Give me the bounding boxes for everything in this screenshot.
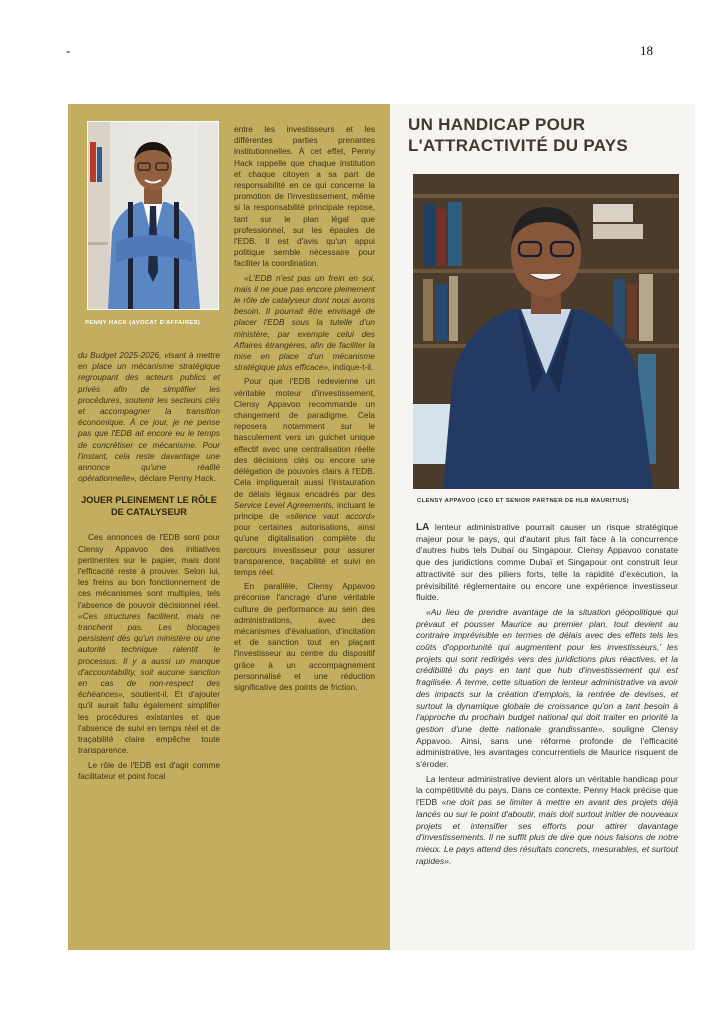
col2-p3: Pour que l'EDB redevienne un véritable moteur d'investissement, Clensy Appavoo recommande un changement de paradigme. Cela reposera notamment sur le basculement vers un guichet unique effectif avec une centralisation réelle des décisions clés ou encore une délégation de pouvoirs clairs à l'EDB. Cela impliquerait aussi l'instauration de délais légaux encadrés par des [234,376,375,499]
col3-p2-quote: «Au lieu de prendre avantage de la situation géopolitique qui prévaut et pousser Maurice au premier plan, tout devient au contraire imprévisible en termes de délais avec des effets tels les coûts d'opportunité qui augmentent pour les investisseurs,' les projets qui sont redirigés vers des juridictions plus réactives, et la crédibilité du pays en tant que hub d'investissement qui est fragilisée. À terme, cette situation de lenteur administrative va avoir des impacts sur la création d'emplois, la rentrée de devises, et surtout la dynamique globale de croissance qu'on a tant besoin à l'approche du prochain budget national qui doit traiter en priorité la gestion d'une dette nationale grandissante», [416,606,678,734]
lead-word: LA [416,522,430,533]
col1-p3: Le rôle de l'EDB est d'agir comme facilitateur et point focal [78,759,220,781]
col3-p1: lenteur administrative pourrait causer un risque stratégique majeur pour le pays, qui d'autant plus fait face à la concurrence d'autres hubs tels Dubaï ou Singapour. Clensy Appavoo constate que des juridictions comme Dubaï et Singapour ont construit leur attractivité sur des piliers forts, telle la rapidité d'exécution, la prévisibilité réglementaire ou encore une expérience investisseur fluide. [416,522,678,603]
col2-p1: entre les investisseurs et les différentes parties prenantes institutionnelles. À cet effet, Penny Hack rappelle que chaque institution et chaque citoyen a sa part de responsabilité en ce qui concerne la promotion de l'investissement, même si la responsabilité principale repose, tant sur le plan légal que professionnel, sur les épaules de l'EDB. Il est d'avis qu'un appui politique semble nécessaire pour faciliter la coordination. [234,124,375,269]
header-dash: - [66,43,71,58]
col1-p2-end: soutient-il. Et d'ajouter qu'il aurait fallu également simplifier les procédures existantes et que l'absence de suivi en temps réel et de traçabilité claire empêche toute transparence. [78,689,220,756]
col1-quote-p1: du Budget 2025-2026, visant à mettre en place un mécanisme stratégique regroupant des acteurs publics et privés afin de simplifier les procédures, soutenir les secteurs clés et accompagner la transition économique. À ce jour, je ne pense pas que l'EDB ait encore eu le temps de concrétiser ce mécanisme. Pour l'instant, cela reste davantage une annonce qu'une réalité opérationnelle», [78,350,220,484]
page-number: 18 [640,43,653,58]
col2-p3-mid: incluant le principe de [234,499,375,521]
magazine-scan [68,104,695,950]
col1-p1-end: déclare Penny Hack. [139,473,216,484]
article-title: UN HANDICAP POUR L'ATTRACTIVITÉ DU PAYS [408,115,629,155]
clensy-appavoo-photo [413,174,679,489]
col1-p2: Ces annonces de l'EDB sont pour Clensy Appavoo des initiatives pertinentes sur le papier, mais dont l'efficacité reste à prouver. Selon lui, les freins au bon fonctionnement de ces mécanismes sont multiples, tels l'absence de pouvoir décisionnel réel. [78,532,220,610]
photo2-caption: CLENSY APPAVOO (CEO ET SENIOR PARTNER DE HLB MAURITIUS) [417,498,630,504]
col2-p3-end: pour certaines autorisations, ainsi qu'une digitalisation complète du parcours investisseur pour assurer transparence, traçabilité et suivi en temps réel. [234,522,375,577]
gold-panel [68,104,390,950]
col3-p3-quote: «ne doit pas se limiter à mettre en avant des projets déjà lancés ou sur le point d'aboutir, mais doit surtout initier de nouveaux projets et intensifier ses efforts pour attirer davantage d'investissements. Il ne suffit plus de dire que nous faisons de notre mieux. Le pays attend des résultats concrets, mesurables, et surtout rapides». [416,797,678,866]
col2-p3-quote: «silence vaut accord» [285,510,375,521]
column-1 [78,350,220,785]
col3-p3: La lenteur administrative devient alors un véritable handicap pour la compétitivité du pays. Dans ce contexte, Penny Hack précise que l'EDB [416,773,678,808]
column-3 [416,522,678,870]
col2-p2-quote: «L'EDB n'est pas un frein en soi, mais il ne joue pas encore pleinement le rôle de catalyseur dont nous avons besoin. Il pourrait être envisagé de placer l'EDB sous la tutelle d'un ministère, par exemple celui des Affaires étrangères, afin de faciliter la mise en place d'un mécanisme stratégique plus efficace», [234,272,375,373]
col3-p2-end: souligne Clensy Appavoo. Ainsi, sans une réforme profonde de l'efficacité administrative, les avantages concurrentiels de Maurice risquent de s'éroder. [416,723,678,770]
penny-hack-photo [87,121,219,310]
col2-p3-italic: Service Level Agreements, [234,499,335,510]
photo1-caption: PENNY HACK (AVOCAT D'AFFAIRES) [85,320,201,326]
column-2 [234,124,375,696]
clensy-appavoo-portrait-icon [413,174,679,489]
penny-hack-portrait-icon [88,122,218,309]
col2-p4: En parallèle, Clensy Appavoo préconise l'ancrage d'une véritable culture de performance au sein des administrations, avec des mécanismes d'évaluation, d'incitation et de sanction tout en plaçant l'investisseur au centre du dispositif grâce à un accompagnement personnalisé et une réduction significative des points de friction. [234,581,375,692]
col1-p2-quote: «Ces structures facilitent, mais ne tranchent pas. Les blocages persistent dès qu'un ministère ou une autorité technique ralentit le processus. Il y a aussi un manque d'accountability, soit aucune sanction en cas de non-respect des échéances», [78,610,220,700]
col2-p2-end: indique-t-il. [332,362,374,373]
subheading: JOUER PLEINEMENT LE RÔLE DE CATALYSEUR [81,495,217,518]
